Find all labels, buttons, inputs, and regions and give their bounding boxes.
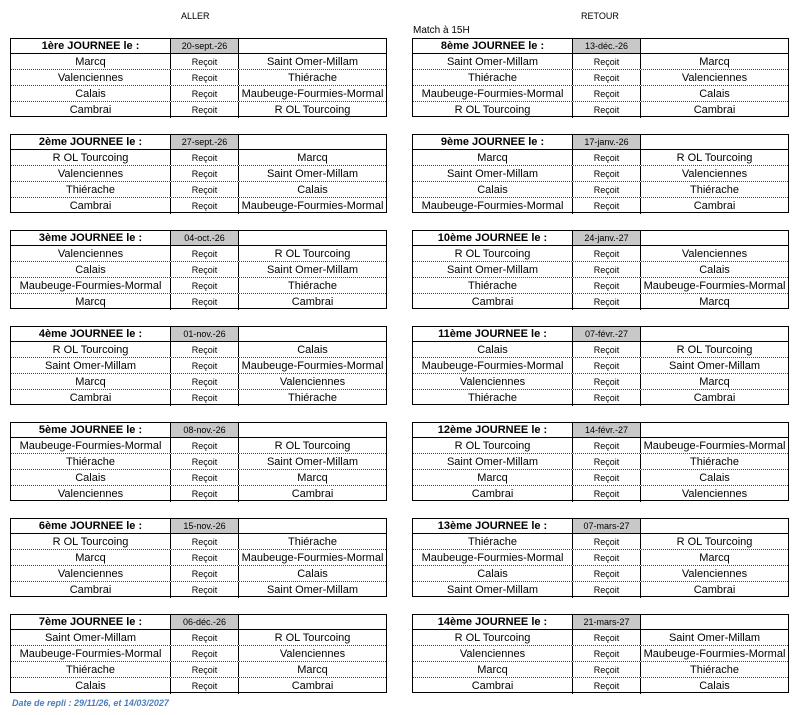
round-date: 08-nov.-26 xyxy=(171,423,239,437)
receives-label: Reçoit xyxy=(573,294,641,310)
receives-label: Reçoit xyxy=(171,630,239,645)
match-row xyxy=(11,54,386,70)
home-team: Thiérache xyxy=(11,454,171,469)
home-team: Valenciennes xyxy=(11,566,171,581)
receives-label: Reçoit xyxy=(573,678,641,694)
aller-round-table xyxy=(10,518,387,597)
receives-label: Reçoit xyxy=(171,566,239,581)
match-row xyxy=(11,166,386,182)
home-team: Cambrai xyxy=(413,294,573,310)
away-team: Marcq xyxy=(699,551,730,564)
round-date: 15-nov.-26 xyxy=(171,519,239,533)
home-team: Saint Omer-Millam xyxy=(413,166,573,181)
home-team: Cambrai xyxy=(413,486,573,502)
away-team: Thiérache xyxy=(288,535,337,548)
match-row xyxy=(11,86,386,102)
receives-label: Reçoit xyxy=(573,390,641,406)
round-title: 3ème JOURNEE le : xyxy=(11,231,171,245)
receives-label: Reçoit xyxy=(171,102,239,118)
away-team: R OL Tourcoing xyxy=(274,247,351,260)
round-date: 24-janv.-27 xyxy=(573,231,641,245)
receives-label: Reçoit xyxy=(573,662,641,677)
away-team: Calais xyxy=(297,343,328,356)
receives-label: Reçoit xyxy=(171,86,239,101)
match-row xyxy=(413,454,788,470)
round-header xyxy=(11,615,386,630)
home-team: Saint Omer-Millam xyxy=(11,358,171,373)
receives-label: Reçoit xyxy=(171,550,239,565)
away-team: R OL Tourcoing xyxy=(274,631,351,644)
receives-label: Reçoit xyxy=(573,550,641,565)
home-team: R OL Tourcoing xyxy=(11,534,171,549)
round-header-blank xyxy=(641,327,788,341)
away-team: R OL Tourcoing xyxy=(274,439,351,452)
receives-label: Reçoit xyxy=(573,486,641,502)
away-team: Saint Omer-Millam xyxy=(668,631,761,644)
match-row xyxy=(413,70,788,86)
away-team: Valenciennes xyxy=(279,647,346,660)
round-header-blank xyxy=(239,135,386,149)
round-date: 21-mars-27 xyxy=(573,615,641,629)
receives-label: Reçoit xyxy=(573,534,641,549)
match-row xyxy=(11,678,386,694)
home-team: Maubeuge-Fourmies-Mormal xyxy=(11,646,171,661)
home-team: Calais xyxy=(11,86,171,101)
home-team: Calais xyxy=(11,470,171,485)
match-row xyxy=(11,582,386,598)
receives-label: Reçoit xyxy=(171,262,239,277)
home-team: Valenciennes xyxy=(413,646,573,661)
match-row xyxy=(11,550,386,566)
match-row xyxy=(11,662,386,678)
away-team: R OL Tourcoing xyxy=(676,343,753,356)
receives-label: Reçoit xyxy=(171,54,239,69)
round-header xyxy=(11,327,386,342)
receives-label: Reçoit xyxy=(573,470,641,485)
receives-label: Reçoit xyxy=(573,342,641,357)
away-team: Saint Omer-Millam xyxy=(668,359,761,372)
round-header-blank xyxy=(239,39,386,53)
round-header xyxy=(11,519,386,534)
receives-label: Reçoit xyxy=(171,182,239,197)
home-team: R OL Tourcoing xyxy=(413,630,573,645)
away-team: Maubeuge-Fourmies-Mormal xyxy=(643,647,786,660)
match-row xyxy=(11,630,386,646)
away-team: Cambrai xyxy=(291,296,334,308)
home-team: Cambrai xyxy=(11,582,171,598)
away-team: Cambrai xyxy=(693,104,736,116)
receives-label: Reçoit xyxy=(573,438,641,453)
match-row xyxy=(413,470,788,486)
receives-label: Reçoit xyxy=(171,470,239,485)
round-title: 13ème JOURNEE le : xyxy=(413,519,573,533)
match-row xyxy=(11,566,386,582)
home-team: R OL Tourcoing xyxy=(11,342,171,357)
match-row xyxy=(413,86,788,102)
away-team: Saint Omer-Millam xyxy=(266,584,359,596)
receives-label: Reçoit xyxy=(171,246,239,261)
away-team: Maubeuge-Fourmies-Mormal xyxy=(241,551,384,564)
away-team: Calais xyxy=(699,87,730,100)
receives-label: Reçoit xyxy=(573,246,641,261)
receives-label: Reçoit xyxy=(171,534,239,549)
round-date: 14-févr.-27 xyxy=(573,423,641,437)
away-team: Saint Omer-Millam xyxy=(266,263,359,276)
round-header-blank xyxy=(239,327,386,341)
match-row xyxy=(11,262,386,278)
home-team: R OL Tourcoing xyxy=(413,246,573,261)
match-row xyxy=(11,182,386,198)
away-team: Marcq xyxy=(297,151,328,164)
home-team: Thiérache xyxy=(413,390,573,406)
away-team: Valenciennes xyxy=(279,375,346,388)
match-row xyxy=(413,198,788,214)
match-row xyxy=(11,246,386,262)
match-row xyxy=(11,534,386,550)
away-team: Marcq xyxy=(297,471,328,484)
home-team: Valenciennes xyxy=(11,70,171,85)
match-row xyxy=(413,358,788,374)
round-header xyxy=(413,423,788,438)
round-header xyxy=(413,327,788,342)
match-row xyxy=(413,534,788,550)
away-team: Calais xyxy=(297,183,328,196)
match-row xyxy=(413,390,788,406)
retour-round-table xyxy=(412,38,789,117)
round-header-blank xyxy=(641,135,788,149)
home-team: Cambrai xyxy=(11,198,171,214)
aller-round-table xyxy=(10,134,387,213)
round-date: 17-janv.-26 xyxy=(573,135,641,149)
round-date: 04-oct.-26 xyxy=(171,231,239,245)
round-title: 11ème JOURNEE le : xyxy=(413,327,573,341)
home-team: Calais xyxy=(11,678,171,694)
match-time-note: Match à 15H xyxy=(413,25,470,36)
retour-round-table xyxy=(412,134,789,213)
round-header-blank xyxy=(239,615,386,629)
receives-label: Reçoit xyxy=(573,262,641,277)
match-row xyxy=(413,54,788,70)
receives-label: Reçoit xyxy=(573,646,641,661)
match-row xyxy=(11,374,386,390)
receives-label: Reçoit xyxy=(573,150,641,165)
home-team: Cambrai xyxy=(11,390,171,406)
match-row xyxy=(413,662,788,678)
home-team: Calais xyxy=(413,566,573,581)
home-team: Marcq xyxy=(11,54,171,69)
retour-header: RETOUR xyxy=(581,11,619,21)
match-row xyxy=(413,150,788,166)
match-row xyxy=(413,262,788,278)
away-team: Marcq xyxy=(699,55,730,68)
match-row xyxy=(413,646,788,662)
home-team: Thiérache xyxy=(11,182,171,197)
round-title: 14ème JOURNEE le : xyxy=(413,615,573,629)
away-team: Cambrai xyxy=(291,680,334,692)
round-date: 27-sept.-26 xyxy=(171,135,239,149)
round-title: 5ème JOURNEE le : xyxy=(11,423,171,437)
receives-label: Reçoit xyxy=(171,278,239,293)
round-header xyxy=(413,135,788,150)
match-row xyxy=(11,470,386,486)
away-team: Thiérache xyxy=(288,279,337,292)
away-team: R OL Tourcoing xyxy=(676,151,753,164)
receives-label: Reçoit xyxy=(573,582,641,598)
receives-label: Reçoit xyxy=(171,374,239,389)
home-team: Maubeuge-Fourmies-Mormal xyxy=(413,550,573,565)
home-team: Thiérache xyxy=(413,278,573,293)
receives-label: Reçoit xyxy=(573,198,641,214)
round-date: 07-févr.-27 xyxy=(573,327,641,341)
round-date: 13-déc.-26 xyxy=(573,39,641,53)
match-row xyxy=(413,278,788,294)
away-team: Thiérache xyxy=(288,392,337,404)
away-team: Maubeuge-Fourmies-Mormal xyxy=(241,87,384,100)
match-row xyxy=(11,70,386,86)
round-title: 1ère JOURNEE le : xyxy=(11,39,171,53)
home-team: Marcq xyxy=(413,150,573,165)
receives-label: Reçoit xyxy=(573,102,641,118)
retour-round-table xyxy=(412,422,789,501)
receives-label: Reçoit xyxy=(171,166,239,181)
home-team: Maubeuge-Fourmies-Mormal xyxy=(413,358,573,373)
match-row xyxy=(413,630,788,646)
round-header-blank xyxy=(641,615,788,629)
receives-label: Reçoit xyxy=(171,390,239,406)
home-team: Maubeuge-Fourmies-Mormal xyxy=(413,86,573,101)
round-title: 2ème JOURNEE le : xyxy=(11,135,171,149)
match-row xyxy=(413,294,788,310)
round-header-blank xyxy=(641,423,788,437)
away-team: Valenciennes xyxy=(681,567,748,580)
round-header xyxy=(413,231,788,246)
match-row xyxy=(11,294,386,310)
receives-label: Reçoit xyxy=(171,198,239,214)
away-team: Valenciennes xyxy=(681,167,748,180)
away-team: Marcq xyxy=(699,375,730,388)
round-title: 6ème JOURNEE le : xyxy=(11,519,171,533)
fallback-date-note: Date de repli : 29/11/26, et 14/03/2027 xyxy=(12,698,169,708)
away-team: Marcq xyxy=(699,296,730,308)
home-team: Saint Omer-Millam xyxy=(413,54,573,69)
match-row xyxy=(11,438,386,454)
away-team: Thiérache xyxy=(690,455,739,468)
home-team: Calais xyxy=(413,182,573,197)
match-row xyxy=(11,150,386,166)
receives-label: Reçoit xyxy=(573,278,641,293)
away-team: Thiérache xyxy=(288,71,337,84)
home-team: Marcq xyxy=(11,374,171,389)
match-row xyxy=(413,182,788,198)
away-team: Maubeuge-Fourmies-Mormal xyxy=(241,200,384,212)
match-row xyxy=(11,198,386,214)
round-header-blank xyxy=(641,519,788,533)
home-team: Saint Omer-Millam xyxy=(413,262,573,277)
round-header xyxy=(11,231,386,246)
home-team: Saint Omer-Millam xyxy=(413,582,573,598)
round-title: 9ème JOURNEE le : xyxy=(413,135,573,149)
receives-label: Reçoit xyxy=(573,70,641,85)
round-header xyxy=(11,39,386,54)
round-date: 01-nov.-26 xyxy=(171,327,239,341)
receives-label: Reçoit xyxy=(573,454,641,469)
receives-label: Reçoit xyxy=(573,374,641,389)
receives-label: Reçoit xyxy=(573,182,641,197)
match-row xyxy=(11,486,386,502)
receives-label: Reçoit xyxy=(171,150,239,165)
aller-round-table xyxy=(10,38,387,117)
home-team: Valenciennes xyxy=(11,166,171,181)
receives-label: Reçoit xyxy=(573,358,641,373)
receives-label: Reçoit xyxy=(171,486,239,502)
round-header-blank xyxy=(239,423,386,437)
aller-header: ALLER xyxy=(181,11,210,21)
home-team: Maubeuge-Fourmies-Mormal xyxy=(11,278,171,293)
receives-label: Reçoit xyxy=(171,678,239,694)
away-team: Maubeuge-Fourmies-Mormal xyxy=(643,279,786,292)
match-row xyxy=(413,678,788,694)
home-team: Thiérache xyxy=(413,70,573,85)
receives-label: Reçoit xyxy=(573,86,641,101)
retour-round-table xyxy=(412,326,789,405)
round-header-blank xyxy=(239,519,386,533)
aller-round-table xyxy=(10,326,387,405)
home-team: R OL Tourcoing xyxy=(413,102,573,118)
away-team: Cambrai xyxy=(291,488,334,500)
home-team: Cambrai xyxy=(413,678,573,694)
away-team: Thiérache xyxy=(690,663,739,676)
away-team: Valenciennes xyxy=(681,71,748,84)
receives-label: Reçoit xyxy=(573,166,641,181)
receives-label: Reçoit xyxy=(573,630,641,645)
round-header xyxy=(413,519,788,534)
home-team: Valenciennes xyxy=(11,486,171,502)
away-team: R OL Tourcoing xyxy=(274,104,351,116)
match-row xyxy=(413,374,788,390)
home-team: Cambrai xyxy=(11,102,171,118)
home-team: Maubeuge-Fourmies-Mormal xyxy=(413,198,573,214)
round-title: 10ème JOURNEE le : xyxy=(413,231,573,245)
receives-label: Reçoit xyxy=(171,70,239,85)
round-date: 06-déc.-26 xyxy=(171,615,239,629)
home-team: Maubeuge-Fourmies-Mormal xyxy=(11,438,171,453)
retour-round-table xyxy=(412,518,789,597)
match-row xyxy=(11,358,386,374)
away-team: Calais xyxy=(297,567,328,580)
match-row xyxy=(413,342,788,358)
match-row xyxy=(413,550,788,566)
match-row xyxy=(413,582,788,598)
match-row xyxy=(11,342,386,358)
aller-round-table xyxy=(10,230,387,309)
match-row xyxy=(413,486,788,502)
away-team: Calais xyxy=(699,263,730,276)
match-row xyxy=(11,278,386,294)
match-row xyxy=(11,454,386,470)
match-row xyxy=(413,438,788,454)
home-team: Thiérache xyxy=(11,662,171,677)
round-title: 4ème JOURNEE le : xyxy=(11,327,171,341)
round-header xyxy=(413,615,788,630)
receives-label: Reçoit xyxy=(171,294,239,310)
away-team: Saint Omer-Millam xyxy=(266,167,359,180)
match-row xyxy=(413,166,788,182)
receives-label: Reçoit xyxy=(171,438,239,453)
away-team: Valenciennes xyxy=(681,488,748,500)
receives-label: Reçoit xyxy=(171,582,239,598)
round-title: 12ème JOURNEE le : xyxy=(413,423,573,437)
home-team: Saint Omer-Millam xyxy=(11,630,171,645)
away-team: Saint Omer-Millam xyxy=(266,55,359,68)
match-row xyxy=(413,102,788,118)
away-team: Calais xyxy=(699,471,730,484)
round-header-blank xyxy=(641,39,788,53)
receives-label: Reçoit xyxy=(171,358,239,373)
receives-label: Reçoit xyxy=(171,454,239,469)
away-team: Valenciennes xyxy=(681,247,748,260)
away-team: R OL Tourcoing xyxy=(676,535,753,548)
match-row xyxy=(11,390,386,406)
home-team: Calais xyxy=(413,342,573,357)
retour-round-table xyxy=(412,614,789,693)
round-title: 7ème JOURNEE le : xyxy=(11,615,171,629)
away-team: Maubeuge-Fourmies-Mormal xyxy=(241,359,384,372)
away-team: Maubeuge-Fourmies-Mormal xyxy=(643,439,786,452)
away-team: Saint Omer-Millam xyxy=(266,455,359,468)
round-header xyxy=(11,135,386,150)
home-team: R OL Tourcoing xyxy=(11,150,171,165)
receives-label: Reçoit xyxy=(171,342,239,357)
round-title: 8ème JOURNEE le : xyxy=(413,39,573,53)
away-team: Cambrai xyxy=(693,584,736,596)
home-team: Marcq xyxy=(413,662,573,677)
home-team: Valenciennes xyxy=(11,246,171,261)
round-header-blank xyxy=(641,231,788,245)
match-row xyxy=(413,246,788,262)
receives-label: Reçoit xyxy=(573,54,641,69)
round-header-blank xyxy=(239,231,386,245)
home-team: Valenciennes xyxy=(413,374,573,389)
away-team: Calais xyxy=(699,680,730,692)
home-team: Saint Omer-Millam xyxy=(413,454,573,469)
home-team: R OL Tourcoing xyxy=(413,438,573,453)
retour-round-table xyxy=(412,230,789,309)
round-header xyxy=(413,39,788,54)
round-date: 07-mars-27 xyxy=(573,519,641,533)
aller-round-table xyxy=(10,614,387,693)
aller-round-table xyxy=(10,422,387,501)
home-team: Thiérache xyxy=(413,534,573,549)
home-team: Marcq xyxy=(11,550,171,565)
match-row xyxy=(11,102,386,118)
home-team: Calais xyxy=(11,262,171,277)
round-header xyxy=(11,423,386,438)
match-row xyxy=(11,646,386,662)
round-date: 20-sept.-26 xyxy=(171,39,239,53)
match-row xyxy=(413,566,788,582)
home-team: Marcq xyxy=(11,294,171,310)
receives-label: Reçoit xyxy=(573,566,641,581)
away-team: Marcq xyxy=(297,663,328,676)
receives-label: Reçoit xyxy=(171,646,239,661)
receives-label: Reçoit xyxy=(171,662,239,677)
away-team: Thiérache xyxy=(690,183,739,196)
home-team: Marcq xyxy=(413,470,573,485)
away-team: Cambrai xyxy=(693,200,736,212)
away-team: Cambrai xyxy=(693,392,736,404)
